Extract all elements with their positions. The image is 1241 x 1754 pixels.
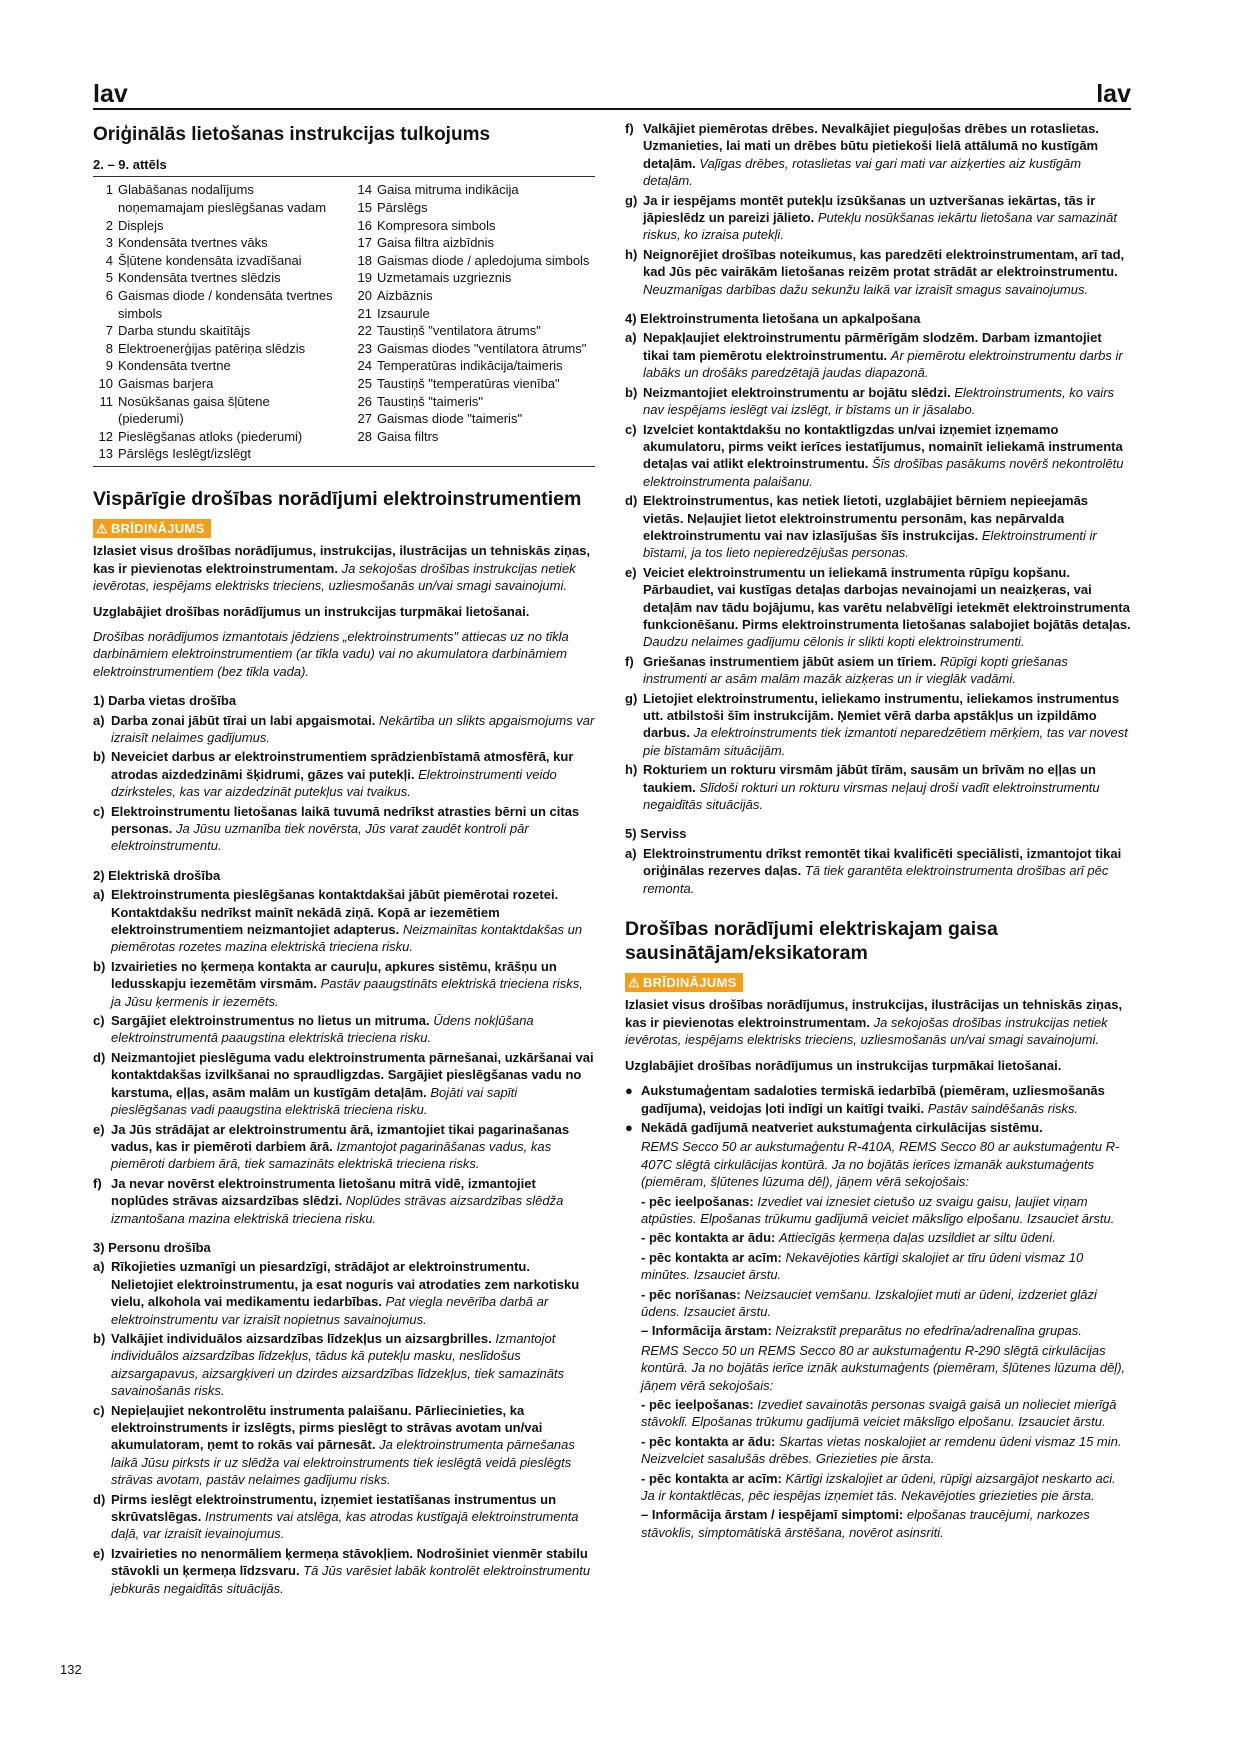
item-body — [111, 1545, 595, 1597]
instruction-item — [625, 384, 1131, 419]
item-explanation: Pat viegla nevērība darbā ar elektroinstrumentu var izraisīt nopietnus savainojumus. — [111, 1294, 549, 1327]
legend-number: 20 — [357, 287, 372, 303]
item-body — [643, 421, 1131, 491]
legend-number: 25 — [357, 375, 372, 391]
instruction-item — [93, 1402, 595, 1489]
item-explanation: Šīs drošības pasākums novērš nekontrolētu elektroinstrumenta palaišanu. — [643, 456, 1124, 489]
legend-number: 12 — [98, 428, 113, 444]
item-instruction: Neveiciet darbus ar elektroinstrumentiem sprādzienbīstamā atmosfērā, kur atrodas aizdedzināmi šķidrumi, gāzes vai putekļi. — [111, 749, 574, 782]
legend-text: Glabāšanas nodalījums noņemamajam pieslēgšanas vadam — [118, 182, 327, 215]
first-aid-label: - pēc kontakta ar ādu: — [641, 1433, 776, 1449]
legend-item — [352, 305, 595, 323]
legend-item — [93, 252, 336, 270]
item-instruction: Izvelciet kontaktdakšu no kontaktligzdas un/vai izņemiet izņemamo akumulatoru, pirms veikt ierīces iestatījumus, nomainīt ieliekamā instrumenta detaļas vai atlikt elektroinstrumentu. — [643, 421, 1123, 472]
item-body — [111, 1330, 595, 1400]
legend-text: Gaismas barjera — [118, 375, 214, 391]
legend-number: 7 — [105, 323, 113, 339]
item-instruction: Neizmantojiet elektroinstrumentu ar bojātu slēdzi. — [643, 384, 951, 400]
section-5-title: 5) Serviss — [625, 826, 687, 842]
instruction-item — [625, 653, 1131, 688]
dryer-bullet-1-italic: Pastāv saindēšanās risks. — [927, 1100, 1079, 1116]
item-instruction: Ja ir iespējams montēt putekļu izsūkšanas un uztveršanas iekārtas, tās ir jāpieslēdz un pareizi jālieto. — [643, 192, 1096, 226]
section-1-items — [93, 712, 595, 855]
item-marker: a) — [625, 845, 637, 861]
left-column — [93, 120, 595, 1599]
item-instruction: Lietojiet elektroinstrumentu, ieliekamo instrumentu, ieliekamos instrumentus utt. atbilstoši šīm instrukcijām. Ņemiet vērā darba apstākļus un izpildāmo darbus. — [643, 690, 1120, 741]
item-explanation: Neuzmanīgas darbības dažu sekunžu laikā var izraisīt smagus savainojumus. — [643, 281, 1089, 297]
legend-item — [352, 340, 595, 358]
item-explanation: Nekārtība un slikts apgaismojums var izraisīt nelaimes gadījumus. — [111, 712, 595, 745]
general-keep: Uzglabājiet drošības norādījumus un instrukcijas turpmākai lietošanai. — [93, 603, 530, 619]
instruction-item — [93, 958, 595, 1010]
legend-left — [93, 181, 336, 463]
item-body — [643, 690, 1131, 760]
item-marker: h) — [625, 246, 638, 262]
item-marker: c) — [93, 803, 105, 819]
legend-text: Kondensāta tvertnes vāks — [118, 235, 268, 251]
item-marker: g) — [625, 690, 638, 706]
legend-item — [93, 393, 336, 428]
item-instruction: Darba zonai jābūt tīrai un labi apgaismotai. — [111, 712, 376, 728]
header-rule — [93, 108, 1131, 110]
item-body — [643, 384, 1131, 419]
legend-item — [93, 340, 336, 358]
item-explanation: Tā Jūs varēsiet labāk kontrolēt elektroinstrumentu jebkurās negaidītās situācijās. — [111, 1563, 591, 1596]
legend-text: Elektroenerģijas patēriņa slēdzis — [118, 340, 306, 356]
legend-item — [352, 393, 595, 411]
legend-text: Izsaurule — [377, 305, 430, 321]
dryer-intro-italic: Ja sekojošas drošības instrukcijas netiek ievērotas, iespējams elektrisks trieciens, uzliesmošanās un/vai smagi savainojumi. — [625, 1014, 1108, 1048]
legend-number: 10 — [98, 375, 113, 391]
legend-item — [352, 322, 595, 340]
item-instruction: Elektroinstrumentus, kas netiek lietoti, uzglabājiet bērniem nepieejamās vietās. Neļaujiet lietot elektroinstrumentu personām, kas nepārvalda elektroinstrumentu vai nav izlasījušas šīs instrukcijas. — [643, 493, 1089, 543]
general-term: Drošības norādījumos izmantotais jēdziens „elektroinstruments" attiecas uz no tīkla darbināmiem elektroinstrumentiem (ar tīkla vadu) vai no akumulatora darbināmiem elektroinstrumentiem (bez tīkla vada). — [93, 628, 569, 679]
legend-item — [93, 428, 336, 446]
item-marker: f) — [625, 653, 634, 669]
item-instruction: Pirms ieslēgt elektroinstrumentu, izņemiet iestatīšanas instrumentus un skrūvatslēgas. — [111, 1491, 557, 1525]
instruction-item — [625, 690, 1131, 760]
item-explanation: Ar piemērotu elektroinstrumentu darbs ir labāks un drošāks paredzētajā jaudas diapazonā. — [643, 347, 1123, 381]
item-instruction: Rīkojieties uzmanīgi un piesardzīgi, strādājot ar elektroinstrumentu. Nelietojiet elektroinstrumentu, ja esat noguris vai atrodaties zem narkotisku vielu, alkohola vai medikamentu iedarbības. — [111, 1259, 580, 1310]
instruction-item — [93, 1121, 595, 1173]
legend-number: 28 — [357, 428, 372, 444]
item-explanation: Bojāti vai sapīti pieslēgšanas vadi paaugstina elektriskā trieciena risku. — [111, 1084, 518, 1118]
first-aid-label: - pēc ieelpošanas: — [641, 1397, 754, 1412]
item-body — [643, 120, 1131, 190]
dryer-keep: Uzglabājiet drošības norādījumus un instrukcijas turpmākai lietošanai. — [625, 1057, 1062, 1073]
legend-text: Gaisa filtra aizbīdnis — [377, 235, 495, 251]
section-5-items — [625, 845, 1131, 897]
instruction-item — [625, 192, 1131, 244]
first-aid-text: Attiecīgās ķermeņa daļas uzsildiet ar siltu ūdeni. — [779, 1230, 1056, 1246]
first-aid-line — [625, 1396, 1131, 1431]
item-body — [643, 564, 1131, 651]
item-marker: c) — [625, 421, 637, 437]
instruction-item — [625, 120, 1131, 190]
item-marker: h) — [625, 762, 638, 778]
legend-text: Taustiņš "temperatūras vienība" — [377, 375, 560, 391]
item-explanation: Noplūdes strāvas aizsardzības slēdža izmantošana mazina elektriskā trieciena risku. — [111, 1193, 564, 1226]
item-instruction: Veiciet elektroinstrumentu un ieliekamā instrumenta rūpīgu kopšanu. Pārbaudiet, vai kustīgas detaļas darbojas nevainojami un neaizķeras, vai detaļām nav tādu bojājumu, kas varētu nelabvēlīgi ietekmēt elektroinstrumenta funkcionēšanu. Pirms elektroinstrumenta lietošanas salabojiet bojātās detaļas. — [643, 564, 1131, 632]
first-aid-line — [625, 1229, 1131, 1246]
item-body — [643, 653, 1131, 688]
legend-text: Pārslēgs — [377, 200, 428, 215]
legend-text: Gaismas diode / kondensāta tvertnes simbols — [118, 287, 333, 321]
section-4-title: 4) Elektroinstrumenta lietošana un apkalpošana — [625, 311, 921, 327]
item-instruction: Griešanas instrumentiem jābūt asiem un tīriem. — [643, 653, 937, 669]
dryer-r410-lines — [625, 1193, 1131, 1340]
legend-number: 5 — [105, 270, 113, 286]
item-body — [111, 1049, 595, 1119]
instruction-item — [93, 1330, 595, 1400]
legend-item — [93, 217, 336, 235]
dryer-warning-label: BRĪDINĀJUMS — [642, 975, 737, 991]
legend-number: 22 — [357, 323, 372, 339]
instruction-item — [625, 246, 1131, 298]
item-marker: d) — [93, 1049, 106, 1065]
legend-item — [352, 269, 595, 287]
legend-item — [352, 181, 595, 199]
item-instruction: Nepakļaujiet elektroinstrumentu pārmērīgām slodzēm. Darbam izmantojiet tikai tam piemērotu elektroinstrumentu. — [643, 330, 1102, 363]
item-marker: g) — [625, 192, 638, 208]
legend-text: Gaismas diode "taimeris" — [377, 411, 523, 427]
dryer-bullet-2 — [625, 1119, 1131, 1136]
item-body — [111, 886, 595, 956]
dryer-r410-intro: REMS Secco 50 ar aukstumaģentu R-410A, REMS Secco 80 ar aukstumaģentu R-407C slēgtā cirkulācijas kontūrā. Ja no bojātās ierīces izmanāk aukstumaģents (piemēram, šļūtenes lūzuma dēļ), jāņem vērā sekojošais: — [641, 1139, 1120, 1190]
item-body — [643, 845, 1131, 897]
item-explanation: Tā tiek garantēta elektroinstrumenta drošības arī pēc remonta. — [643, 863, 1109, 896]
item-explanation: Putekļu nosūkšanas iekārtu lietošana var samazināt riskus, ko izraisa putekļi. — [643, 210, 1118, 243]
item-body — [643, 492, 1131, 562]
dryer-r290-intro: REMS Secco 50 un REMS Secco 80 ar aukstumaģentu R-290 slēgtā cirkulācijas kontūrā. Ja no bojātās ierīce iznāk aukstumaģents (piemēram, šļūtenes lūzuma dēļ), jāņem vērā sekojošais: — [641, 1342, 1126, 1393]
legend-item — [93, 357, 336, 375]
item-instruction: Neizmantojiet pieslēguma vadu elektroinstrumenta pārnešanai, uzkāršanai vai kontaktdakšas izvilkšanai no spraudligzdas. Sargājiet pieslēgšanas vadu no karstuma, eļļas, asām malām un kustīgām detaļām. — [111, 1049, 594, 1100]
instruction-item — [625, 564, 1131, 651]
legend-item — [352, 428, 595, 446]
legend-item — [93, 234, 336, 252]
item-instruction: Ja nevar novērst elektroinstrumenta lietošanu mitrā vidē, izmantojiet noplūdes strāvas aizsardzības slēdzi. — [111, 1175, 536, 1209]
item-body — [643, 329, 1131, 381]
legend-number: 17 — [357, 235, 372, 251]
first-aid-line — [625, 1322, 1131, 1339]
instruction-item — [93, 748, 595, 800]
warning-triangle-icon: ⚠ — [96, 520, 108, 536]
instruction-item — [93, 1175, 595, 1227]
item-body — [111, 748, 595, 800]
legend-text: Displejs — [118, 217, 164, 233]
first-aid-label: - pēc kontakta ar ādu: — [641, 1230, 776, 1246]
item-marker: c) — [93, 1402, 105, 1418]
first-aid-text: Skartas vietas noskalojiet ar remdenu ūdeni vismaz 15 min. Neizvelciet sasalušās drēbes. Griezieties pie ārsta. — [641, 1433, 1122, 1467]
item-marker: b) — [625, 384, 638, 400]
first-aid-line — [625, 1249, 1131, 1284]
language-code-right: lav — [1096, 80, 1131, 108]
legend-right — [352, 181, 595, 463]
instruction-item — [93, 1545, 595, 1597]
legend-item — [352, 410, 595, 428]
item-body — [111, 803, 595, 855]
item-explanation: Pastāv paaugstināts elektriskā trieciena risks, ja Jūsu ķermenis ir iezemēts. — [111, 976, 583, 1009]
section-3-continued-items — [625, 120, 1131, 298]
item-explanation: Ja Jūsu uzmanība tiek novērsta, Jūs varat zaudēt kontroli pār elektroinstrumentu. — [111, 821, 529, 854]
item-marker: a) — [93, 1259, 105, 1275]
figure-legend — [93, 181, 595, 467]
legend-number: 6 — [105, 287, 113, 303]
instruction-item — [93, 1012, 595, 1047]
legend-text: Gaismas diode / apledojuma simbols — [377, 252, 590, 268]
item-marker: e) — [93, 1545, 105, 1561]
legend-item — [352, 252, 595, 270]
first-aid-line — [625, 1506, 1131, 1541]
item-body — [111, 1402, 595, 1489]
item-marker: b) — [93, 1330, 106, 1346]
item-instruction: Ja Jūs strādājat ar elektroinstrumentu ārā, izmantojiet tikai pagarinašanas vadus, kas ir piemēroti darbiem ārā. — [111, 1121, 570, 1154]
item-body — [111, 958, 595, 1010]
item-marker: b) — [93, 749, 106, 765]
first-aid-text: elpošanas traucējumi, narkozes stāvoklis, simptomātiskā ārstēšana, novērot asinsriti. — [641, 1507, 1090, 1540]
item-body — [643, 246, 1131, 298]
item-instruction: Elektroinstrumenta pieslēgšanas kontaktdakšai jābūt piemērotai rozetei. Kontaktdakšu nedrīkst mainīt nekādā ziņā. Kopā ar iezemētiem elektroinstrumentiem neizmantojiet adapterus. — [111, 887, 559, 938]
legend-item — [352, 234, 595, 252]
item-marker: e) — [625, 564, 637, 580]
item-marker: c) — [93, 1013, 105, 1029]
item-body — [111, 1121, 595, 1173]
first-aid-text: Nekavējoties kārtīgi skalojiet ar tīru ūdeni vismaz 10 minūtes. Izsauciet ārstu. — [641, 1249, 1084, 1283]
item-marker: a) — [93, 887, 105, 903]
item-instruction: Elektroinstrumentu lietošanas laikā tuvumā nedrīkst atrasties bērni un citas personas. — [111, 803, 580, 836]
item-marker: d) — [93, 1491, 106, 1507]
item-instruction: Elektroinstrumentu drīkst remontēt tikai kvalificēti speciālisti, izmantojot tikai oriģinālas rezerves daļas. — [643, 845, 1122, 879]
instruction-item — [93, 803, 595, 855]
item-explanation: Izmantojot pagarināšanas vadus, kas piemēroti darbiem ārā, tiek samazināts elektriskā trieciena risks. — [111, 1138, 552, 1172]
item-explanation: Neizmainītas kontaktdakšas un piemērotas rozetes mazina elektriskā trieciena risku. — [111, 922, 583, 955]
first-aid-line — [625, 1433, 1131, 1468]
first-aid-line — [625, 1286, 1131, 1321]
right-column — [625, 120, 1131, 1543]
item-explanation: Elektroinstrumenti veido dzirksteles, kas var aizdedzināt putekļus vai tvaikus. — [111, 766, 557, 800]
legend-item — [352, 199, 595, 217]
item-body — [643, 761, 1131, 813]
first-aid-label: - pēc kontakta ar acīm: — [641, 1470, 782, 1486]
legend-item — [93, 181, 336, 216]
legend-number: 23 — [357, 340, 372, 356]
legend-item — [93, 445, 336, 463]
legend-number: 24 — [357, 358, 372, 374]
instruction-item — [93, 1049, 595, 1119]
item-explanation: Izmantojot individuālos aizsardzības līdzekļus, tādus kā putekļu masku, neslīdošus aizsargapavus, aizsargķiveri un dzirdes aizsardzības līdzekļus, tiek samazināts savainošanās risks. — [111, 1330, 565, 1399]
warning-triangle-icon: ⚠ — [628, 975, 640, 991]
bullet-dot: ● — [625, 1119, 633, 1135]
legend-item — [93, 269, 336, 287]
instruction-item — [625, 845, 1131, 897]
instruction-item — [93, 1491, 595, 1543]
first-aid-text: Izvediet savainotās personas svaigā gaisā un nolieciet mierīgā stāvoklī. Elpošanas trūkumu gadījumā veiciet mākslīgo elpošanu. Izsauciet ārstu. — [641, 1397, 1117, 1430]
item-instruction: Nepieļaujiet nekontrolētu instrumenta palaišanu. Pārliecinieties, ka elektroinstruments ir izslēgts, pirms pieslēgt to strāvas avotam un/vai akumulatoram, ņemt to rokās vai pārnesāt. — [111, 1402, 543, 1453]
dryer-safety-heading: Drošības norādījumi elektriskajam gaisa sausinātājam/eksikatoram — [625, 918, 998, 965]
page-title: Oriģinālās lietošanas instrukcijas tulkojums — [93, 124, 491, 145]
item-instruction: Izvairieties no nenormāliem ķermeņa stāvokļiem. Nodrošiniet vienmēr stabilu stāvokli un ķermeņa līdzsvaru. — [111, 1545, 588, 1579]
dryer-bullet-1-bold: Aukstumaģentam sadaloties termiskā iedarbībā (piemēram, uzliesmošanās gadījuma), veidojas ļoti indīgi un kaitīgi tvaiki. — [641, 1083, 1105, 1116]
legend-number: 13 — [98, 446, 113, 462]
item-marker: f) — [93, 1175, 102, 1191]
dryer-bullet-2-text: Nekādā gadījumā neatveriet aukstumaģenta cirkulācijas sistēmu. — [641, 1119, 1043, 1135]
legend-text: Darba stundu skaitītājs — [118, 323, 251, 339]
item-body — [111, 1491, 595, 1543]
item-explanation: Rūpīgi kopti griešanas instrumenti ar asām malām mazāk aizķeras un ir vieglāk vadāmi. — [643, 653, 1068, 687]
legend-text: Šļūtene kondensāta izvadīšanai — [118, 252, 302, 268]
item-body — [111, 1175, 595, 1227]
dryer-bullet-1 — [625, 1082, 1131, 1117]
warning-badge — [93, 519, 211, 538]
item-explanation: Ja elektroinstruments tiek izmantoti neparedzētiem mērķiem, tas var novest pie bīstamām situācijām. — [643, 725, 1128, 758]
general-intro-bold: Izlasiet visus drošības norādījumus, instrukcijas, ilustrācijas un tehniskās ziņas, kas ir pievienotas elektroinstrumentam. — [93, 543, 591, 576]
first-aid-text: Neizsauciet vemšanu. Izskalojiet muti ar ūdeni, izdzeriet glāzi ūdens. Izsauciet ārstu. — [641, 1286, 1097, 1319]
first-aid-label: - pēc kontakta ar acīm: — [641, 1249, 782, 1265]
legend-item — [352, 287, 595, 305]
legend-number: 27 — [357, 411, 372, 427]
first-aid-label: - pēc norīšanas: — [641, 1286, 741, 1302]
first-aid-line — [625, 1470, 1131, 1505]
instruction-item — [625, 492, 1131, 562]
legend-number: 11 — [99, 393, 113, 409]
instruction-item — [625, 329, 1131, 381]
legend-text: Kompresora simbols — [377, 217, 496, 233]
item-body — [111, 1012, 595, 1047]
legend-number: 2 — [105, 217, 113, 233]
legend-number: 19 — [357, 270, 372, 286]
legend-number: 8 — [105, 340, 113, 356]
item-marker: b) — [93, 958, 106, 974]
legend-text: Uzmetamais uzgrieznis — [377, 270, 512, 286]
item-marker: f) — [625, 121, 634, 136]
legend-number: 1 — [105, 182, 113, 198]
item-explanation: Instruments vai atslēga, kas atrodas kustīgajā elektroinstrumenta daļā, var izraisīt ievainojumus. — [111, 1509, 579, 1542]
legend-text: Pārslēgs Ieslēgt/izslēgt — [118, 446, 251, 462]
dryer-r290-lines — [625, 1396, 1131, 1541]
legend-item — [93, 322, 336, 340]
item-explanation: Ja elektroinstrumenta pārnešanas laikā Jūsu pirksts ir uz slēdža vai elektroinstruments tiek ieslēgtā veidā pieslēgts strāvas avotam, pastāv nelaimes gadījumu risks. — [111, 1437, 575, 1488]
section-2-items — [93, 886, 595, 1227]
first-aid-label: – Informācija ārstam: — [641, 1323, 772, 1339]
dryer-intro-bold: Izlasiet visus drošības norādījumus, instrukcijas, ilustrācijas un tehniskās ziņas, kas ir pievienotas elektroinstrumentam. — [625, 997, 1123, 1030]
legend-number: 9 — [105, 358, 113, 374]
legend-item — [93, 287, 336, 322]
item-instruction: Izvairieties no ķermeņa kontakta ar cauruļu, apkures sistēmu, krāšņu un ledusskapju iezemētām virsmām. — [111, 958, 557, 992]
item-explanation: Ūdens nokļūšana elektroinstrumentā paaugstina elektriskā trieciena risku. — [111, 1013, 534, 1046]
item-explanation: Elektroinstrumenti ir bīstami, ja tos lieto nepieredzējušas personas. — [643, 527, 1097, 561]
legend-text: Temperatūras indikācija/taimeris — [377, 358, 563, 374]
section-3-title: 3) Personu drošība — [93, 1239, 211, 1255]
item-instruction: Valkājiet piemērotas drēbes. Nevalkājiet pieguļošas drēbes un rotaslietas. Uzmanieties, lai mati un drēbes būtu pietiekoši lielā attālumā no kustīgām detaļām. — [643, 121, 1099, 171]
page-number: 132 — [60, 1662, 82, 1677]
instruction-item — [93, 886, 595, 956]
section-4-items — [625, 329, 1131, 813]
dryer-intro — [625, 996, 1131, 1048]
legend-number: 4 — [105, 252, 113, 268]
item-explanation: Vaļīgas drēbes, rotaslietas vai gari mati var aizķerties aiz kustīgām detaļām. — [643, 155, 1082, 189]
bullet-dot: ● — [625, 1083, 633, 1099]
first-aid-label: – Informācija ārstam / iespējamī simptomi: — [641, 1507, 904, 1523]
legend-number: 14 — [357, 182, 372, 198]
legend-text: Gaisa filtrs — [377, 428, 439, 444]
item-instruction: Rokturiem un rokturu virsmām jābūt tīrām, sausām un brīvām no eļļas un taukiem. — [643, 762, 1096, 795]
first-aid-text: Kārtīgi izskalojiet ar ūdeni, rūpīgi aizsargājot neskarto aci. Ja ir kontaktlēcas, pēc iespējas izņemiet tās. Nekavējoties griezieties pie ārsta. — [641, 1470, 1116, 1504]
first-aid-text: Neizrakstīt preparātus no efedrīna/adrenalīna grupas. — [775, 1323, 1082, 1339]
legend-number: 15 — [357, 200, 372, 215]
item-body — [111, 712, 595, 747]
item-marker: a) — [93, 712, 105, 728]
section-1-title: 1) Darba vietas drošība — [93, 693, 237, 709]
legend-number: 16 — [357, 217, 372, 233]
legend-text: Kondensāta tvertnes slēdzis — [118, 270, 281, 286]
legend-item — [352, 217, 595, 235]
section-3-items — [93, 1258, 595, 1597]
general-intro — [93, 542, 595, 594]
legend-text: Aizbāznis — [377, 287, 433, 303]
legend-item — [352, 357, 595, 375]
general-intro-italic: Ja sekojošas drošības instrukcijas netiek ievērotas, iespējams elektrisks trieciens, uzliesmošanās un/vai smagi savainojumi. — [93, 560, 576, 594]
legend-number: 3 — [105, 235, 113, 251]
legend-number: 18 — [357, 252, 372, 268]
item-marker: e) — [93, 1121, 105, 1137]
item-body — [643, 192, 1131, 244]
first-aid-text: Izvediet vai iznesiet cietušo uz svaigu gaisu, ļaujiet viņam atpūsties. Elpošanas trūkumu gadījumā veiciet mākslīgo elpošanu. Izsauciet ārstu. — [641, 1193, 1115, 1226]
legend-text: Nosūkšanas gaisa šļūtene (piederumi) — [118, 393, 270, 427]
legend-text: Kondensāta tvertne — [118, 358, 231, 374]
legend-text: Taustiņš "ventilatora ātrums" — [377, 323, 541, 339]
warning-label: BRĪDINĀJUMS — [110, 520, 205, 536]
item-explanation: Elektroinstruments, ko vairs nav iespējams ieslēgt vai izslēgt, ir bīstams un ir jāsalabo. — [643, 384, 1115, 418]
instruction-item — [93, 712, 595, 747]
instruction-item — [93, 1258, 595, 1328]
legend-item — [352, 375, 595, 393]
figure-heading: 2. – 9. attēls — [93, 156, 595, 177]
instruction-item — [625, 761, 1131, 813]
legend-text: Pieslēgšanas atloks (piederumi) — [118, 428, 303, 444]
instruction-item — [625, 421, 1131, 491]
legend-item — [93, 375, 336, 393]
item-explanation: Daudzu nelaimes gadījumu cēlonis ir slikti kopti elektroinstrumenti. — [643, 634, 1025, 650]
legend-text: Gaismas diodes "ventilatora ātrums" — [377, 340, 587, 356]
legend-text: Gaisa mitruma indikācija — [377, 182, 519, 198]
language-code-left: lav — [93, 80, 128, 108]
legend-number: 21 — [357, 305, 372, 321]
legend-number: 26 — [357, 393, 372, 409]
item-marker: d) — [625, 493, 638, 509]
legend-text: Taustiņš "taimeris" — [377, 393, 484, 409]
item-body — [111, 1258, 595, 1328]
general-safety-heading: Vispārīgie drošības norādījumi elektroinstrumentiem — [93, 487, 582, 510]
first-aid-line — [625, 1193, 1131, 1228]
item-marker: a) — [625, 330, 637, 346]
item-explanation: Slīdoši rokturi un rokturu virsmas neļauj droši vadīt elektroinstrumentu negaidītās situācijās. — [643, 779, 1100, 813]
item-instruction: Neignorējiet drošības noteikumus, kas paredzēti elektroinstrumentam, arī tad, kad Jūs pēc vairākām lietošanas reizēm protat strādāt ar elektroinstrumentu. — [643, 246, 1125, 280]
first-aid-label: - pēc ieelpošanas: — [641, 1193, 754, 1209]
section-2-title: 2) Elektriskā drošība — [93, 867, 221, 883]
item-instruction: Valkājiet individuālos aizsardzības līdzekļus un aizsargbrilles. — [111, 1330, 492, 1346]
dryer-warning-badge — [625, 973, 743, 992]
item-instruction: Sargājiet elektroinstrumentus no lietus un mitruma. — [111, 1013, 430, 1029]
